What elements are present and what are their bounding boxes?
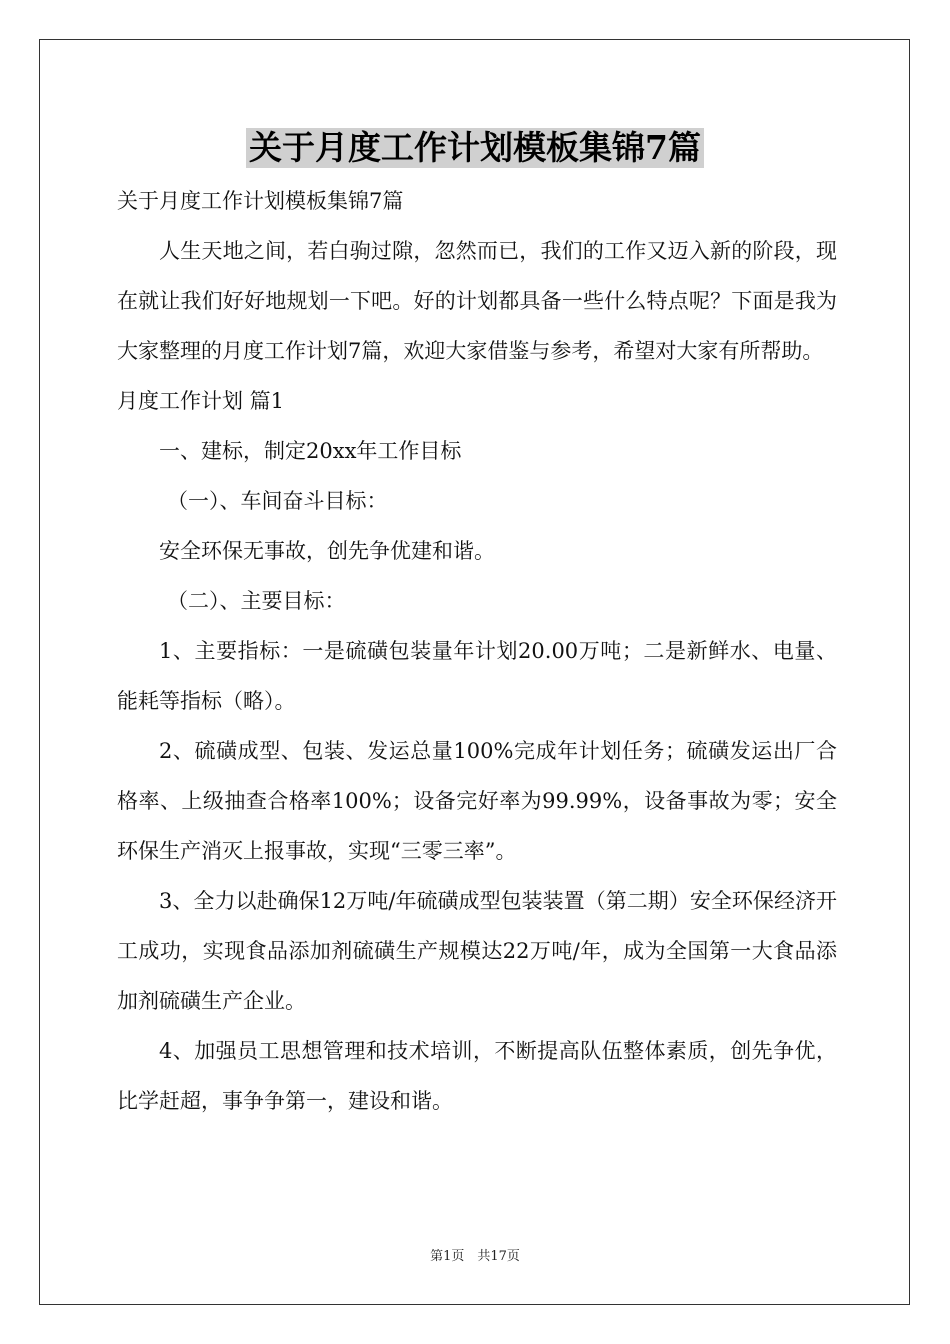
paragraph-item: （二）、主要目标： bbox=[167, 589, 346, 613]
paragraph-item: 3、全力以赴确保12万吨/年硫磺成型包装装置（第二期）安全环保经济开工成功，实现食品添加剂硫磺生产规模达22万吨/年，成为全国第一大食品添加剂硫磺生产企业。 bbox=[117, 889, 837, 1013]
paragraph-item: 2、硫磺成型、包装、发运总量100%完成年计划任务；硫磺发运出厂合格率、上级抽查合格率100%；设备完好率为99.99%，设备事故为零；安全环保生产消灭上报事故，实现“三零三率”。 bbox=[117, 739, 837, 863]
paragraph-item: 安全环保无事故，创先争优建和谐。 bbox=[159, 539, 495, 563]
paragraph-item: （一）、车间奋斗目标： bbox=[167, 489, 388, 513]
paragraph-intro: 人生天地之间，若白驹过隙，忽然而已，我们的工作又迈入新的阶段，现在就让我们好好地规划一下吧。好的计划都具备一些什么特点呢？下面是我为大家整理的月度工作计划7篇，欢迎大家借鉴与参考，希望对大家有所帮助。 bbox=[117, 239, 837, 363]
title-container bbox=[0, 128, 950, 168]
section-heading: 月度工作计划 篇1 bbox=[117, 389, 285, 413]
paragraph-subtitle: 关于月度工作计划模板集锦7篇 bbox=[117, 189, 404, 213]
document-title: 关于月度工作计划模板集锦7篇 bbox=[246, 128, 704, 168]
paragraph-item: 一、建标，制定20xx年工作目标 bbox=[159, 439, 462, 463]
document-body bbox=[117, 176, 837, 1126]
paragraph-item: 4、加强员工思想管理和技术培训，不断提高队伍整体素质，创先争优，比学赶超，事争争第一，建设和谐。 bbox=[117, 1039, 837, 1113]
paragraph-item: 1、主要指标：一是硫磺包装量年计划20.00万吨；二是新鲜水、电量、能耗等指标（略）。 bbox=[117, 639, 837, 713]
page-footer: 第1页 共17页 bbox=[430, 1249, 520, 1264]
